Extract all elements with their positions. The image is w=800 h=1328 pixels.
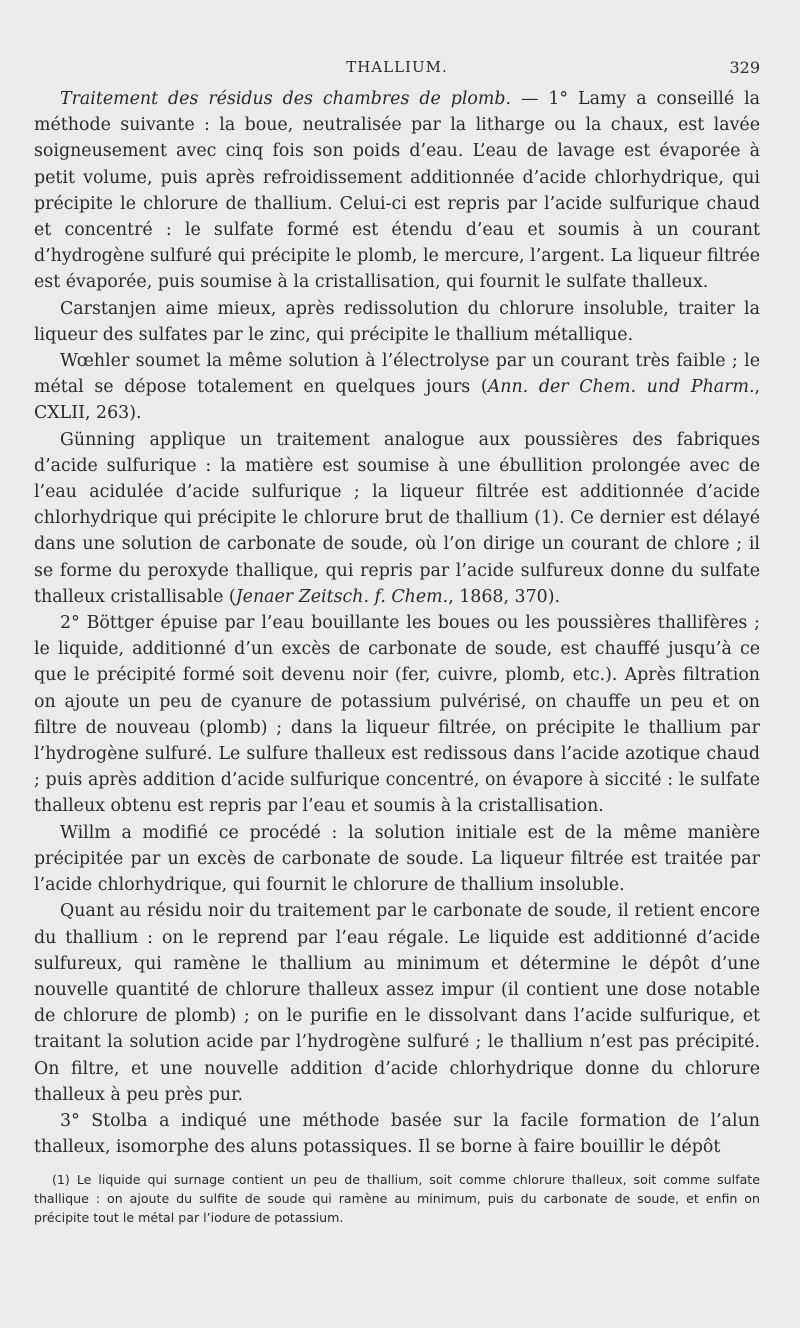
paragraph-gunning	[34, 427, 760, 610]
paragraph-bottger: 2° Böttger épuise par l’eau bouillante les boues ou les poussières thallifères ; le liquide, additionné d’un excès de carbonate de soude, est chauffé jusqu’à ce que le précipité formé soit devenu noir (fer, cuivre, plomb, etc.). Après filtration on ajoute un peu de cyanure de potassium pulvérisé, on chauffe un peu et on filtre de nouveau (plomb) ; dans la liqueur filtrée, on précipite le thallium par l’hydrogène sulfuré. Le sulfure thalleux est redissous dans l’acide azotique chaud ; puis après addition d’acide sulfurique concentré, on évapore à siccité : le sulfate thalleux obtenu est repris par l’eau et soumis à la cristallisation.	[34, 613, 760, 817]
footnotes	[34, 1170, 760, 1227]
running-title: THALLIUM.	[346, 58, 448, 76]
citation-ref: , 1868, 370).	[448, 586, 561, 607]
paragraph-text: Wœhler soumet la même solution à l’électrolyse par un courant très faible ; le métal se dépose totalement en quelques jours (	[34, 351, 760, 398]
paragraph-traitement	[34, 86, 760, 296]
paragraph-stolba: 3° Stolba a indiqué une méthode basée sur la facile formation de l’alun thalleux, isomorphe des aluns potassiques. Il se borne à faire bouillir le dépôt	[34, 1110, 760, 1158]
paragraph-carstanjen: Carstanjen aime mieux, après redissolution du chlorure insoluble, traiter la liqueur des sulfates par le zinc, qui précipite le thallium métallique.	[34, 298, 760, 345]
citation-journal: Ann. der Chem. und Pharm.	[487, 377, 755, 398]
page-number: 329	[729, 58, 760, 77]
paragraph-residu-noir: Quant au résidu noir du traitement par le carbonate de soude, il retient encore du thallium : on le reprend par l’eau régale. Le liquide est additionné d’acide sulfureux, qui ramène le thallium au minimum et détermine le dépôt d’une nouvelle quantité de chlorure thalleux assez impur (il contient une dose notable de chlorure de plomb) ; on le purifie en le dissolvant dans l’acide sulfurique, et traitant la solution acide par l’hydrogène sulfuré ; le thallium n’est pas précipité. On filtre, et une nouvelle addition d’acide chlorhydrique donne du chlorure thalleux à peu près pur.	[34, 901, 760, 1105]
paragraph-woehler	[34, 348, 760, 427]
citation-journal: Jenaer Zeitsch. f. Chem.	[235, 586, 449, 607]
citation-ref: , CXLII, 263).	[34, 377, 761, 424]
section-heading: Traitement des résidus des chambres de plomb.	[60, 89, 512, 109]
body-text	[34, 86, 760, 1160]
paragraph-text: — 1° Lamy a conseillé la méthode suivante : la boue, neutralisée par la litharge ou la chaux, est lavée soigneusement avec cinq fois son poids d’eau. L’eau de lavage est évaporée à petit volume, puis après refroidissement additionnée d’acide chlorhydrique, qui précipite le chlorure de thallium. Celui-ci est repris par l’acide sulfurique chaud et concentré : le sulfate formé est étendu d’eau et soumis à un courant d’hydrogène sulfuré qui précipite le plomb, le mercure, l’argent. La liqueur filtrée est évaporée, puis soumise à la cristallisation, qui fournit le sulfate thalleux.	[34, 89, 760, 293]
paragraph-text: Günning applique un traitement analogue aux poussières des fabriques d’acide sulfurique : la matière est soumise à une ébullition prolongée avec de l’eau acidulée d’acide sulfurique ; la liqueur filtrée est additionnée d’acide chlorhydrique qui précipite le chlorure brut de thallium (1). Ce dernier est délayé dans une solution de carbonate de soude, où l’on dirige un courant de chlore ; il se forme du peroxyde thallique, qui repris par l’acide sulfureux donne du sulfate thalleux cristallisable (	[34, 429, 760, 607]
running-head	[34, 50, 760, 86]
footnote-1: (1) Le liquide qui surnage contient un peu de thallium, soit comme chlorure thalleux, soit comme sulfate thallique : on ajoute du sulfite de soude qui ramène au minimum, puis du carbonate de soude, et enfin on précipite tout le métal par l’iodure de potassium.	[34, 1172, 760, 1226]
paragraph-willm: Willm a modifié ce procédé : la solution initiale est de la même manière précipitée par un excès de carbonate de soude. La liqueur filtrée est traitée par l’acide chlorhydrique, qui fournit le chlorure de thallium insoluble.	[34, 822, 760, 896]
